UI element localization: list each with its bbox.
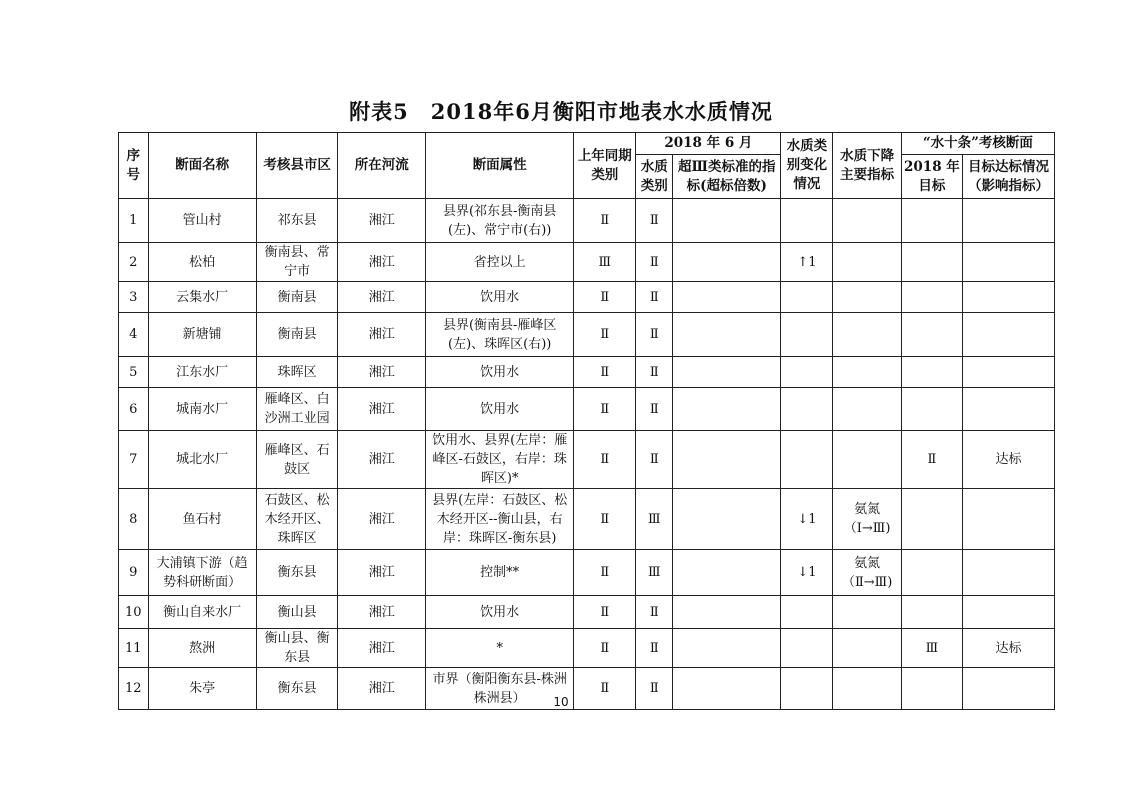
cell-target xyxy=(901,357,962,388)
header-target-group: “水十条”考核断面 xyxy=(901,133,1054,155)
cell-change: ↓1 xyxy=(781,550,833,596)
cell-attr: 县界(祁东县-衡南县(左)、常宁市(右)) xyxy=(426,199,574,243)
cell-river: 湘江 xyxy=(338,357,426,388)
cell-prev: Ⅲ xyxy=(574,243,636,282)
cell-exceed xyxy=(673,629,781,668)
cell-status xyxy=(963,388,1055,431)
cell-prev: Ⅱ xyxy=(574,431,636,489)
header-status: 目标达标情况（影响指标） xyxy=(963,155,1055,199)
cell-class: Ⅱ xyxy=(636,668,673,710)
cell-seq: 10 xyxy=(119,596,149,629)
cell-change xyxy=(781,629,833,668)
cell-status xyxy=(963,489,1055,550)
cell-class: Ⅲ xyxy=(636,550,673,596)
table-body xyxy=(119,199,1055,710)
table-row xyxy=(119,357,1055,388)
cell-change xyxy=(781,313,833,357)
cell-seq: 12 xyxy=(119,668,149,710)
cell-exceed xyxy=(673,199,781,243)
cell-class: Ⅱ xyxy=(636,629,673,668)
cell-status xyxy=(963,550,1055,596)
cell-attr: 饮用水 xyxy=(426,282,574,313)
table-row xyxy=(119,388,1055,431)
cell-attr: * xyxy=(426,629,574,668)
header-seq: 序号 xyxy=(119,133,149,199)
cell-seq: 11 xyxy=(119,629,149,668)
cell-exceed xyxy=(673,489,781,550)
cell-name: 管山村 xyxy=(148,199,256,243)
cell-class: Ⅱ xyxy=(636,243,673,282)
cell-decline xyxy=(833,596,901,629)
cell-prev: Ⅱ xyxy=(574,629,636,668)
table-row xyxy=(119,596,1055,629)
header-decline: 水质下降主要指标 xyxy=(833,133,901,199)
cell-target: Ⅱ xyxy=(901,431,962,489)
cell-attr: 市界（衡阳衡东县-株洲株洲县） xyxy=(426,668,574,710)
cell-river: 湘江 xyxy=(338,629,426,668)
cell-decline xyxy=(833,357,901,388)
cell-decline xyxy=(833,243,901,282)
cell-name: 城南水厂 xyxy=(148,388,256,431)
cell-target xyxy=(901,199,962,243)
cell-county: 衡山县 xyxy=(256,596,338,629)
table-row xyxy=(119,550,1055,596)
cell-name: 松柏 xyxy=(148,243,256,282)
header-row-1 xyxy=(119,133,1055,155)
cell-exceed xyxy=(673,388,781,431)
cell-target xyxy=(901,489,962,550)
cell-exceed xyxy=(673,313,781,357)
cell-change xyxy=(781,388,833,431)
cell-name: 鱼石村 xyxy=(148,489,256,550)
cell-name: 熬洲 xyxy=(148,629,256,668)
cell-county: 衡东县 xyxy=(256,668,338,710)
cell-status xyxy=(963,596,1055,629)
page-number: 10 xyxy=(553,695,569,709)
cell-river: 湘江 xyxy=(338,282,426,313)
cell-decline xyxy=(833,199,901,243)
header-target: 2018 年目标 xyxy=(901,155,962,199)
cell-county: 雁峰区、白沙洲工业园 xyxy=(256,388,338,431)
cell-exceed xyxy=(673,431,781,489)
cell-name: 朱亭 xyxy=(148,668,256,710)
header-county: 考核县市区 xyxy=(256,133,338,199)
cell-change xyxy=(781,282,833,313)
table-row xyxy=(119,489,1055,550)
cell-class: Ⅱ xyxy=(636,199,673,243)
cell-river: 湘江 xyxy=(338,431,426,489)
cell-prev: Ⅱ xyxy=(574,388,636,431)
cell-target xyxy=(901,596,962,629)
cell-name: 云集水厂 xyxy=(148,282,256,313)
cell-river: 湘江 xyxy=(338,489,426,550)
cell-attr: 饮用水 xyxy=(426,596,574,629)
cell-status: 达标 xyxy=(963,431,1055,489)
cell-attr: 县界(左岸：石鼓区、松木经开区--衡山县，右岸：珠晖区-衡东县) xyxy=(426,489,574,550)
cell-decline xyxy=(833,388,901,431)
table-header xyxy=(119,133,1055,199)
header-change: 水质类别变化情况 xyxy=(781,133,833,199)
cell-river: 湘江 xyxy=(338,313,426,357)
cell-prev: Ⅱ xyxy=(574,282,636,313)
cell-class: Ⅱ xyxy=(636,596,673,629)
cell-decline: 氨氮（Ⅰ→Ⅲ) xyxy=(833,489,901,550)
cell-river: 湘江 xyxy=(338,668,426,710)
cell-class: Ⅱ xyxy=(636,357,673,388)
cell-seq: 1 xyxy=(119,199,149,243)
cell-county: 衡东县 xyxy=(256,550,338,596)
cell-class: Ⅱ xyxy=(636,431,673,489)
cell-target xyxy=(901,243,962,282)
cell-seq: 9 xyxy=(119,550,149,596)
header-june-group: 2018 年 6 月 xyxy=(636,133,781,155)
cell-status xyxy=(963,282,1055,313)
cell-decline xyxy=(833,431,901,489)
cell-name: 新塘铺 xyxy=(148,313,256,357)
cell-prev: Ⅱ xyxy=(574,313,636,357)
cell-target xyxy=(901,282,962,313)
cell-status xyxy=(963,313,1055,357)
cell-name: 江东水厂 xyxy=(148,357,256,388)
cell-class: Ⅱ xyxy=(636,313,673,357)
table-row xyxy=(119,431,1055,489)
cell-status xyxy=(963,243,1055,282)
cell-attr: 控制** xyxy=(426,550,574,596)
cell-prev: Ⅱ xyxy=(574,668,636,710)
cell-name: 大浦镇下游（趋势科研断面） xyxy=(148,550,256,596)
table-row xyxy=(119,199,1055,243)
cell-exceed xyxy=(673,550,781,596)
cell-seq: 8 xyxy=(119,489,149,550)
cell-prev: Ⅱ xyxy=(574,357,636,388)
cell-county: 石鼓区、松木经开区、珠晖区 xyxy=(256,489,338,550)
cell-exceed xyxy=(673,357,781,388)
cell-seq: 2 xyxy=(119,243,149,282)
cell-change xyxy=(781,431,833,489)
cell-river: 湘江 xyxy=(338,388,426,431)
cell-attr: 饮用水、县界(左岸：雁峰区-石鼓区，右岸：珠晖区)* xyxy=(426,431,574,489)
header-june-class: 水质类别 xyxy=(636,155,673,199)
cell-exceed xyxy=(673,596,781,629)
cell-class: Ⅱ xyxy=(636,282,673,313)
cell-class: Ⅱ xyxy=(636,388,673,431)
cell-decline: 氨氮（Ⅱ→Ⅲ) xyxy=(833,550,901,596)
cell-county: 珠晖区 xyxy=(256,357,338,388)
header-name: 断面名称 xyxy=(148,133,256,199)
cell-status xyxy=(963,357,1055,388)
cell-county: 衡南县 xyxy=(256,282,338,313)
cell-exceed xyxy=(673,243,781,282)
cell-prev: Ⅱ xyxy=(574,550,636,596)
table-title: 附表5 2018年6月衡阳市地表水水质情况 xyxy=(349,99,773,124)
cell-attr: 县界(衡南县-雁峰区(左)、珠晖区(右)) xyxy=(426,313,574,357)
cell-seq: 4 xyxy=(119,313,149,357)
cell-decline xyxy=(833,282,901,313)
cell-change xyxy=(781,357,833,388)
cell-seq: 6 xyxy=(119,388,149,431)
cell-name: 城北水厂 xyxy=(148,431,256,489)
cell-river: 湘江 xyxy=(338,199,426,243)
header-attr: 断面属性 xyxy=(426,133,574,199)
cell-prev: Ⅱ xyxy=(574,199,636,243)
cell-decline xyxy=(833,629,901,668)
cell-seq: 3 xyxy=(119,282,149,313)
cell-county: 衡山县、衡东县 xyxy=(256,629,338,668)
cell-exceed xyxy=(673,282,781,313)
header-prev: 上年同期类别 xyxy=(574,133,636,199)
cell-river: 湘江 xyxy=(338,596,426,629)
cell-change xyxy=(781,199,833,243)
cell-name: 衡山自来水厂 xyxy=(148,596,256,629)
cell-decline xyxy=(833,313,901,357)
cell-prev: Ⅱ xyxy=(574,489,636,550)
cell-attr: 饮用水 xyxy=(426,388,574,431)
cell-change: ↓1 xyxy=(781,489,833,550)
cell-county: 祁东县 xyxy=(256,199,338,243)
table-row xyxy=(119,629,1055,668)
cell-seq: 5 xyxy=(119,357,149,388)
cell-target xyxy=(901,388,962,431)
cell-target xyxy=(901,313,962,357)
water-quality-table xyxy=(118,132,1055,710)
header-river: 所在河流 xyxy=(338,133,426,199)
header-june-exceed: 超Ⅲ类标准的指标(超标倍数) xyxy=(673,155,781,199)
cell-river: 湘江 xyxy=(338,243,426,282)
cell-county: 雁峰区、石鼓区 xyxy=(256,431,338,489)
cell-river: 湘江 xyxy=(338,550,426,596)
cell-change: ↑1 xyxy=(781,243,833,282)
cell-attr: 省控以上 xyxy=(426,243,574,282)
cell-class: Ⅲ xyxy=(636,489,673,550)
cell-status xyxy=(963,199,1055,243)
table-row xyxy=(119,282,1055,313)
cell-county: 衡南县、常宁市 xyxy=(256,243,338,282)
cell-status: 达标 xyxy=(963,629,1055,668)
cell-prev: Ⅱ xyxy=(574,596,636,629)
cell-target: Ⅲ xyxy=(901,629,962,668)
table-row xyxy=(119,243,1055,282)
cell-target xyxy=(901,550,962,596)
cell-county: 衡南县 xyxy=(256,313,338,357)
cell-attr: 饮用水 xyxy=(426,357,574,388)
cell-change xyxy=(781,596,833,629)
table-row xyxy=(119,313,1055,357)
cell-seq: 7 xyxy=(119,431,149,489)
